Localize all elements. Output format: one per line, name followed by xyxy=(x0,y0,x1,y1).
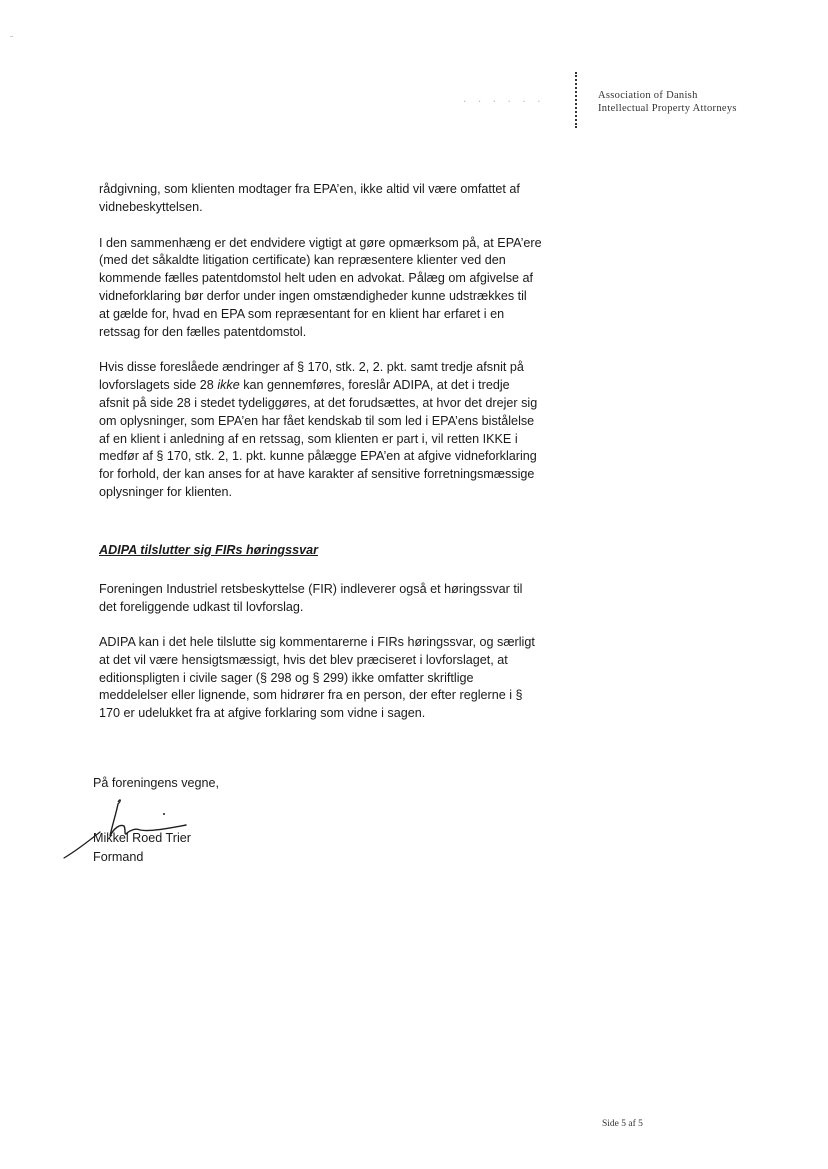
text-line: kommende fælles patentdomstol helt uden en advokat. Pålæg om afgivelse af xyxy=(99,271,534,286)
organization-name xyxy=(598,89,737,115)
text-segment: lovforslagets side 28 xyxy=(99,378,218,393)
signer-name: Mikkel Roed Trier xyxy=(93,831,191,845)
text-line: om oplysninger, som EPA’en har fået kendskab til som led i EPA’ens bistålelse xyxy=(99,413,535,428)
scan-artifact xyxy=(10,36,13,37)
organization-name-line-1: Association of Danish xyxy=(598,90,698,101)
emphasis-text: ikke xyxy=(217,378,240,393)
closing-salutation: På foreningens vegne, xyxy=(93,776,220,790)
paragraph-1 xyxy=(99,181,579,217)
text-line: retssag for den fælles patentdomstol. xyxy=(99,324,307,339)
header-divider xyxy=(575,72,577,128)
paragraph-2 xyxy=(99,235,579,342)
text-line: afsnit på side 28 i stedet tydeliggøres, at det forudsættes, at hvor det drejer sig xyxy=(99,395,538,410)
text-line: editionspligten i civile sager (§ 298 og § 299) ikke omfatter skriftlige xyxy=(99,670,474,685)
organization-name-line-2: Intellectual Property Attorneys xyxy=(598,103,737,114)
text-line: 170 er udelukket fra at afgive forklaring som vidne i sagen. xyxy=(99,706,426,721)
handwritten-signature xyxy=(60,790,230,870)
text-segment: kan gennemføres, foreslår ADIPA, at det i tredje xyxy=(239,378,510,393)
paragraph-3 xyxy=(99,359,579,501)
section-paragraph-2 xyxy=(99,634,579,723)
text-line: at det vil være hensigtsmæssigt, hvis det blev præciseret i lovforslaget, at xyxy=(99,652,508,667)
text-line: at gælde for, hvad en EPA som repræsentant for en klient har erfaret i en xyxy=(99,306,505,321)
header-dots: . . . . . . xyxy=(462,95,544,105)
signer-title: Formand xyxy=(93,850,144,864)
text-line: Hvis disse foreslåede ændringer af § 170, stk. 2, 2. pkt. samt tredje afsnit på xyxy=(99,360,524,375)
text-line: vidnebeskyttelsen. xyxy=(99,199,203,214)
text-line: I den sammenhæng er det endvidere vigtigt at gøre opmærksom på, at EPA’ere xyxy=(99,235,542,250)
section-paragraph-1 xyxy=(99,581,579,617)
letter-body xyxy=(99,181,579,520)
text-line: oplysninger for klienten. xyxy=(99,484,233,499)
text-line: (med det såkaldte litigation certificate) kan repræsentere klienter ved den xyxy=(99,253,506,268)
text-line: medfør af § 170, stk. 2, 1. pkt. kunne pålægge EPA’en at afgive vidneforklaring xyxy=(99,449,537,464)
text-line: det foreliggende udkast til lovforslag. xyxy=(99,599,304,614)
text-line: af en klient i anledning af en retssag, som klienten er part i, vil retten IKKE i xyxy=(99,431,518,446)
text-line: rådgivning, som klienten modtager fra EPA’en, ikke altid vil være omfattet af xyxy=(99,182,520,196)
page-number: Side 5 af 5 xyxy=(602,1119,643,1129)
text-line: ADIPA kan i det hele tilslutte sig kommentarerne i FIRs høringssvar, og særligt xyxy=(99,635,535,649)
section-heading: ADIPA tilslutter sig FIRs høringssvar xyxy=(99,543,319,557)
text-line: vidneforklaring bør derfor under ingen omstændigheder kunne udstrækkes til xyxy=(99,288,527,303)
text-line: for forhold, der kan anses for at have karakter af sensitive forretningsmæssige xyxy=(99,467,535,482)
text-line: Foreningen Industriel retsbeskyttelse (FIR) indleverer også et høringssvar til xyxy=(99,582,523,596)
text-line: meddelelser eller lignende, som hidrører fra en person, der efter reglerne i § xyxy=(99,688,523,703)
text-line xyxy=(99,377,579,395)
